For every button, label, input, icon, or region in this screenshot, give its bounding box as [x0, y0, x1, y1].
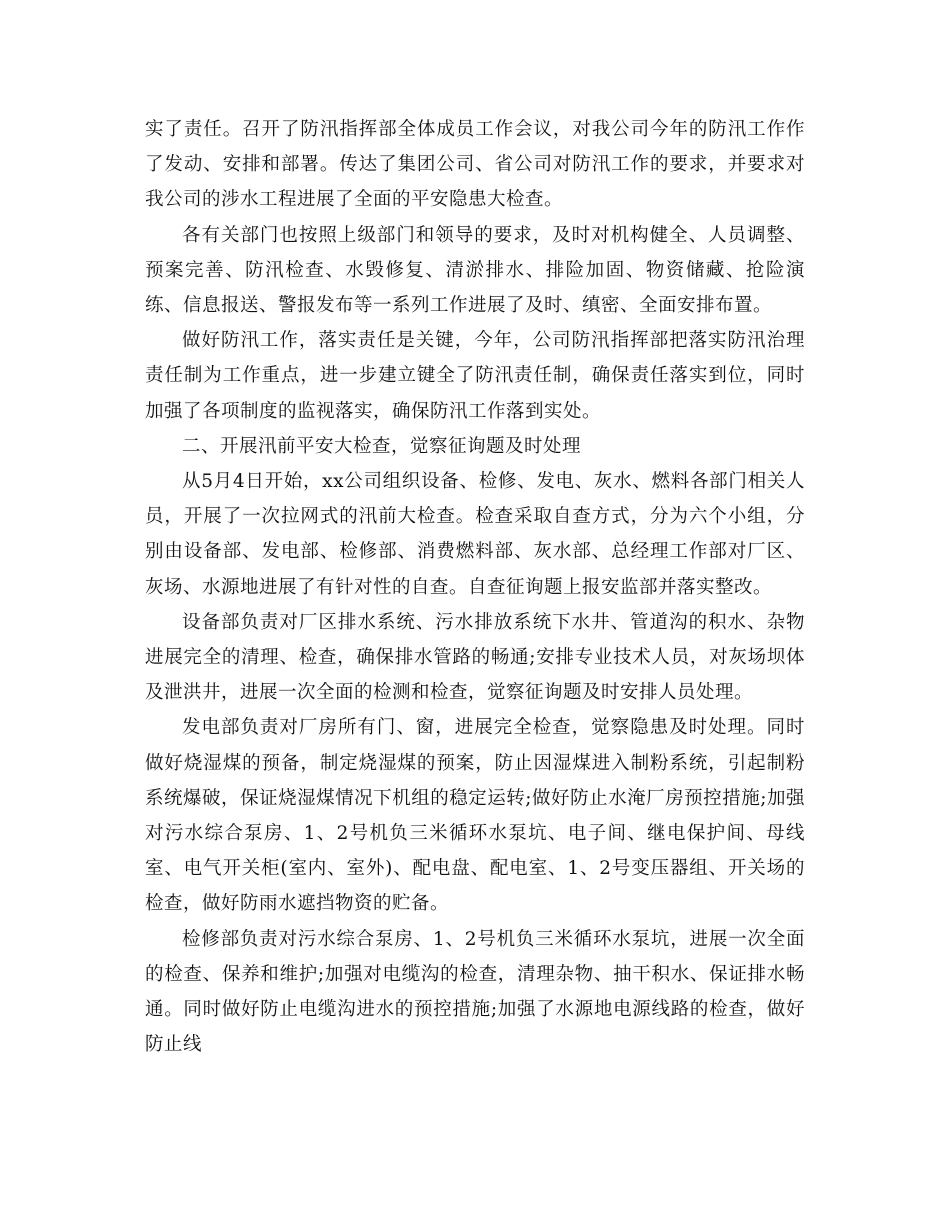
- paragraph-equipment-dept: 设备部负责对厂区排水系统、污水排放系统下水井、管道沟的积水、杂物进展完全的清理、检查，确保排水管路的畅通;安排专业技术人员，对灰场坝体及泄洪井，进展一次全面的检测和检查，觉察征询题及时安排人员处理。: [145, 611, 805, 704]
- paragraph-key-responsibility: 做好防汛工作，落实责任是关键，今年，公司防汛指挥部把落实防汛治理责任制为工作重点，进一步建立键全了防汛责任制，确保责任落实到位，同时加强了各项制度的监视落实，确保防汛工作落到实处。: [145, 330, 805, 422]
- paragraph-power-dept: 发电部负责对厂房所有门、窗，进展完全检查，觉察隐患及时处理。同时做好烧湿煤的预备，制定烧湿煤的预案，防止因湿煤进入制粉系统，引起制粉系统爆破，保证烧湿煤情况下机组的稳定运转;做好防止水淹厂房预控措施;加强对污水综合泵房、1、2号机负三米循环水泵坑、电子间、继电保护间、母线室、电气开关柜(室内、室外)、配电盘、配电室、1、2号变压器组、开关场的检查，做好防雨水遮挡物资的贮备。: [145, 717, 805, 915]
- paragraph-inspection-start: 从5月4日开始，xx公司组织设备、检修、发电、灰水、燃料各部门相关人员，开展了一次拉网式的汛前大检查。检查采取自查方式，分为六个小组，分别由设备部、发电部、检修部、消费燃料部、灰水部、总经理工作部对厂区、灰场、水源地进展了有针对性的自查。自查征询题上报安监部并落实整改。: [145, 471, 805, 598]
- paragraph-responsibility: 实了责任。召开了防汛指挥部全体成员工作会议，对我公司今年的防汛工作作了发动、安排和部署。传达了集团公司、省公司对防汛工作的要求，并要求对我公司的涉水工程进展了全面的平安隐患大检查。: [145, 119, 805, 211]
- paragraph-departments: 各有关部门也按照上级部门和领导的要求，及时对机构健全、人员调整、预案完善、防汛检查、水毁修复、清淤排水、排险加固、物资储藏、抢险演练、信息报送、警报发布等一系列工作进展了及时、缜密、全面安排布置。: [145, 224, 805, 317]
- paragraph-maintenance-dept: 检修部负责对污水综合泵房、1、2号机负三米循环水泵坑，进展一次全面的检查、保养和维护;加强对电缆沟的检查，清理杂物、抽干积水、保证排水畅通。同时做好防止电缆沟进水的预控措施;加强了水源地电源线路的检查，做好防止线: [145, 928, 805, 1056]
- section-heading-inspection: 二、开展汛前平安大检查，觉察征询题及时处理: [182, 435, 582, 457]
- document-body: [145, 112, 805, 1062]
